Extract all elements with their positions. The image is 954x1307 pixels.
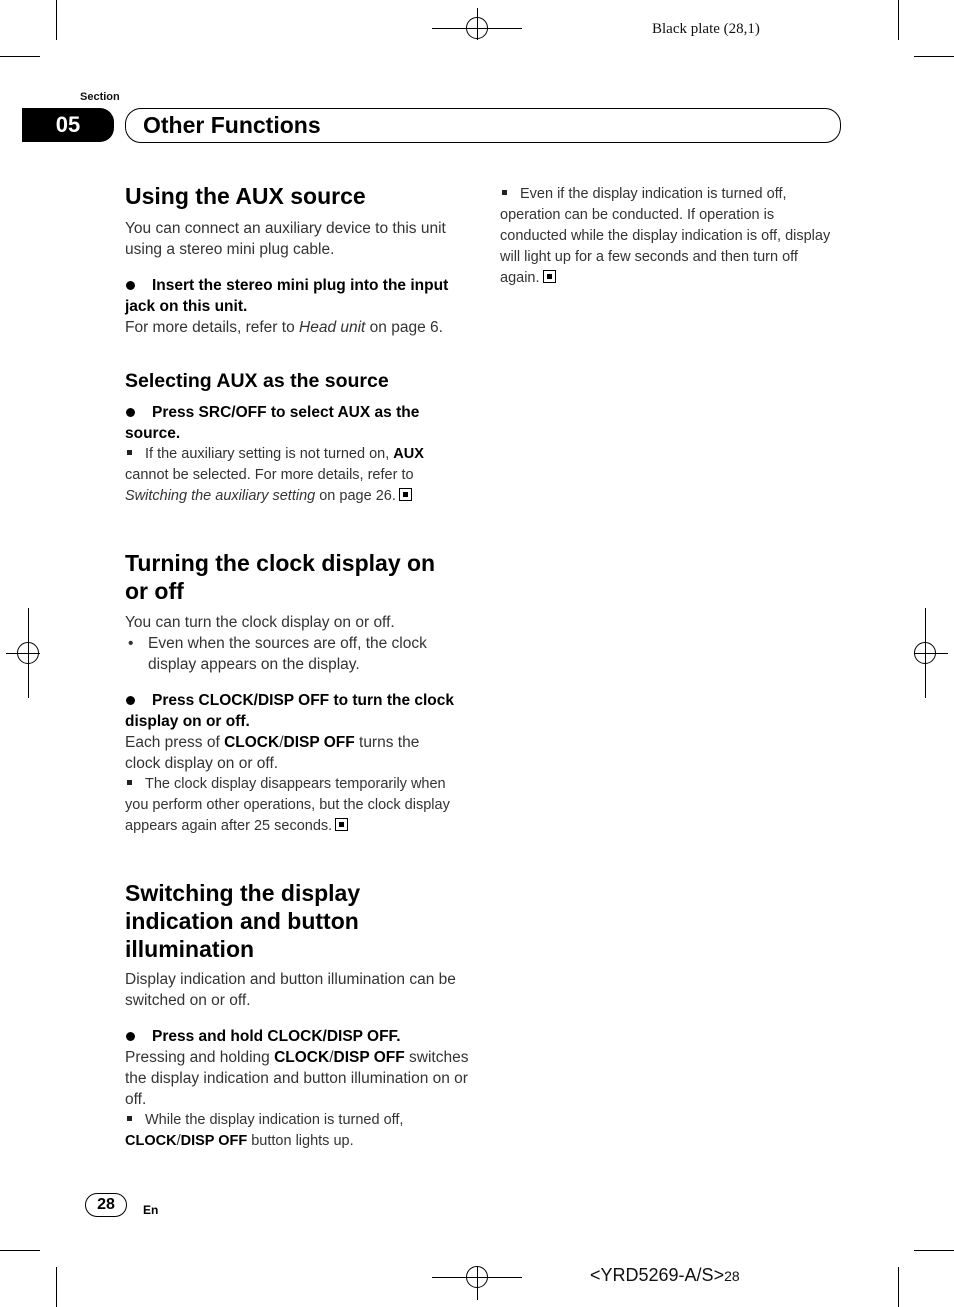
select-aux-step: Press SRC/OFF to select AUX as the source. [125, 404, 420, 442]
step-bullet-icon [126, 281, 135, 290]
aux-intro: You can connect an auxiliary device to this unit using a stereo mini plug cable. [125, 220, 446, 258]
select-aux-note: If the auxiliary setting is not turned on, AUX cannot be selected. For more details, refer to Switching the auxiliary setting on page 26. [125, 446, 424, 504]
end-mark-icon [335, 818, 348, 831]
switching-intro: Display indication and button illumination can be switched on or off. [125, 971, 456, 1009]
language-label: En [143, 1203, 159, 1217]
step-bullet-icon [126, 408, 135, 417]
step-bullet-icon [126, 696, 135, 705]
end-mark-icon [543, 270, 556, 283]
section-number-badge: 05 [22, 108, 114, 142]
clock-intro: You can turn the clock display on or off. [125, 614, 395, 631]
crop-mark-bottom-left-h [0, 1250, 40, 1251]
crop-mark-top-left-v [56, 0, 57, 40]
clock-note: The clock display disappears temporarily when you perform other operations, but the clock display appears again after 25 seconds. [125, 776, 450, 834]
note-square-icon [127, 1116, 132, 1121]
note-square-icon [127, 780, 132, 785]
page-number: 28 [85, 1193, 127, 1217]
aux-heading: Using the AUX source [125, 183, 366, 209]
clock-bullet: • Even when the sources are off, the clock display appears on the display. [128, 635, 427, 673]
end-mark-icon [399, 488, 412, 501]
select-aux-heading: Selecting AUX as the source [125, 370, 389, 392]
crop-mark-top-left-h [0, 56, 40, 57]
switching-detail: Pressing and holding CLOCK/DISP OFF switches the display indication and button illumination on or off. [125, 1049, 469, 1108]
note-square-icon [127, 450, 132, 455]
crop-mark-bottom-left-v [56, 1267, 57, 1307]
bullet-icon: • [128, 635, 134, 652]
switching-heading: Switching the display indication and button illumination [125, 880, 361, 962]
model-code: <YRD5269-A/S>28 [590, 1265, 740, 1285]
section-title: Other Functions [125, 108, 841, 143]
crop-mark-top-right-v [898, 0, 899, 40]
right-note: Even if the display indication is turned off, operation can be conducted. If operation is conducted while the display indication is off, display will light up for a few seconds and then turn off again. [500, 186, 831, 286]
switching-note: While the display indication is turned off, CLOCK/DISP OFF button lights up. [125, 1112, 404, 1149]
crop-mark-top-right-h [914, 56, 954, 57]
aux-step: Insert the stereo mini plug into the input jack on this unit. [125, 277, 449, 315]
switching-step: Press and hold CLOCK/DISP OFF. [125, 1026, 465, 1047]
clock-heading: Turning the clock display on or off [125, 550, 436, 604]
aux-detail: For more details, refer to Head unit on page 6. [125, 319, 443, 336]
section-label: Section [80, 91, 120, 103]
crop-mark-bottom-right-h [914, 1250, 954, 1251]
note-square-icon [502, 190, 507, 195]
clock-detail: Each press of CLOCK/DISP OFF turns the clock display on or off. [125, 734, 420, 772]
clock-step: Press CLOCK/DISP OFF to turn the clock display on or off. [125, 692, 455, 730]
crop-mark-bottom-right-v [898, 1267, 899, 1307]
plate-label: Black plate (28,1) [652, 21, 760, 37]
step-bullet-icon [126, 1032, 135, 1041]
